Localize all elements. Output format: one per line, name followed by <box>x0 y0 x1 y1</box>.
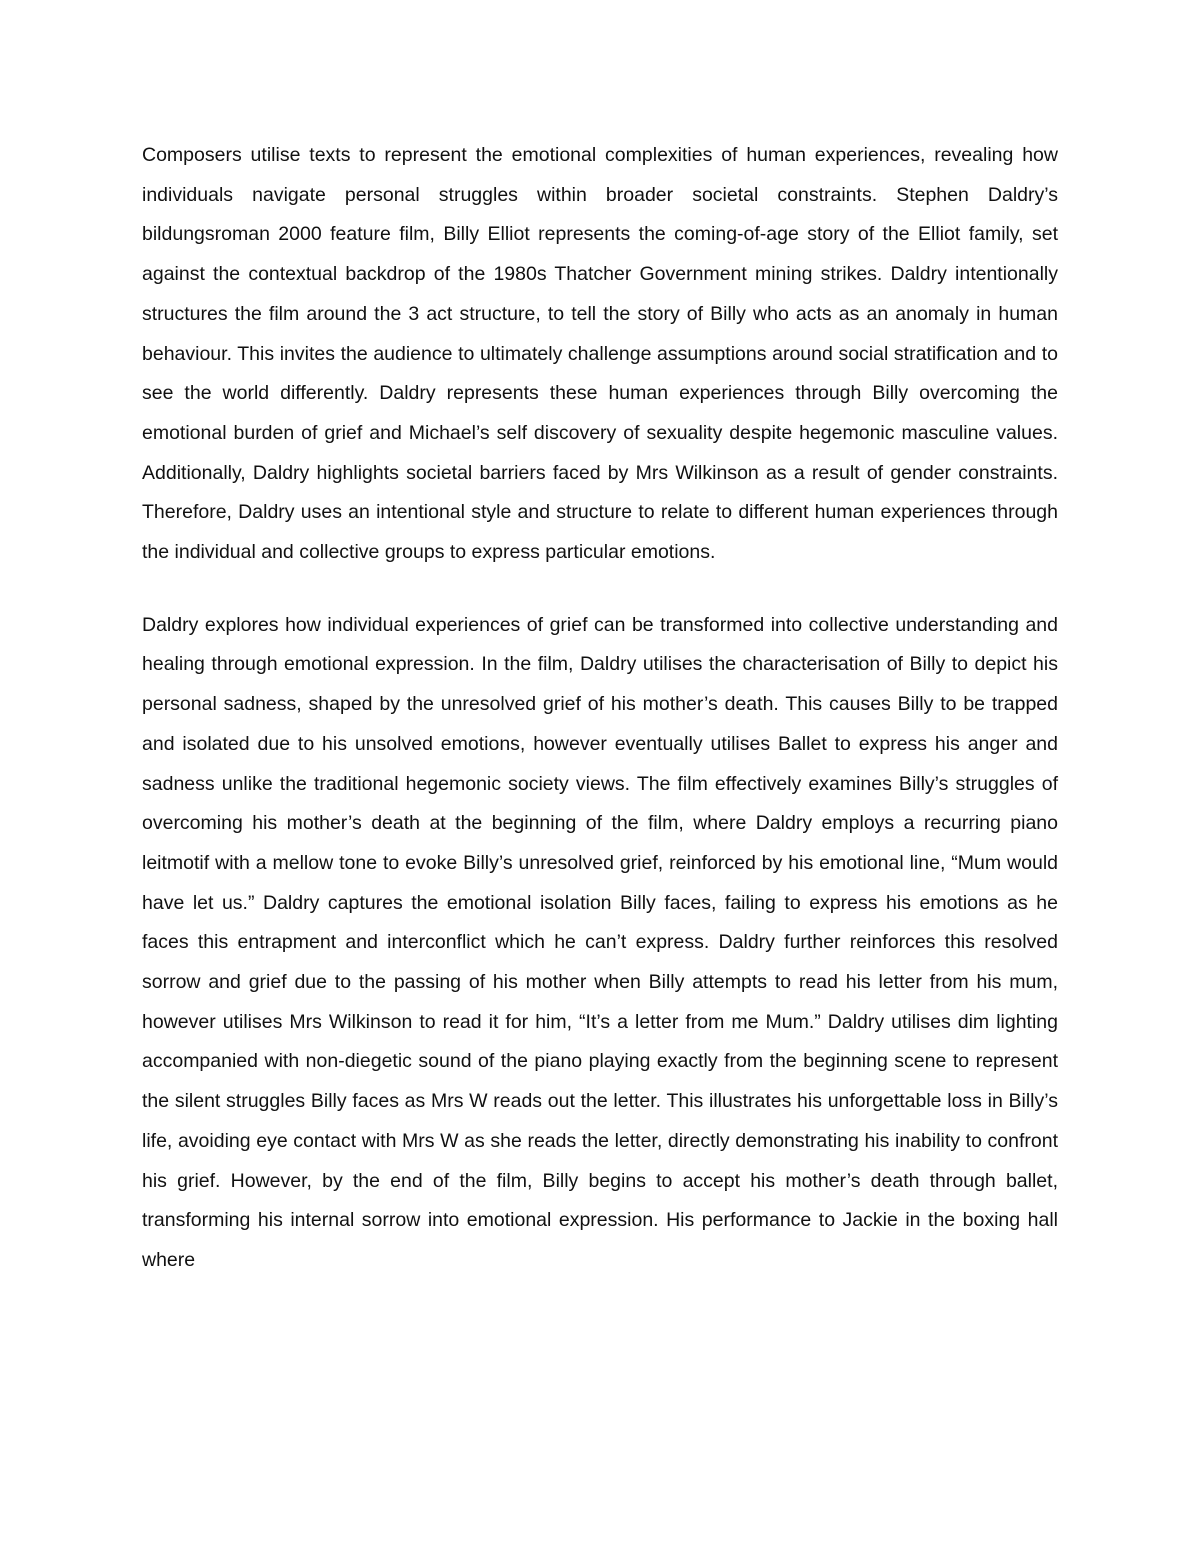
paragraph-introduction: Composers utilise texts to represent the emotional complexities of human experiences, revealing how individuals navigate personal struggles within broader societal constraints. Stephen Daldry’s bildungsroman 2000 feature film, Billy Elliot represents the coming-of-age story of the Elliot family, set against the contextual backdrop of the 1980s Thatcher Government mining strikes. Daldry intentionally structures the film around the 3 act structure, to tell the story of Billy who acts as an anomaly in human behaviour. This invites the audience to ultimately challenge assumptions around social stratification and to see the world differently. Daldry represents these human experiences through Billy overcoming the emotional burden of grief and Michael’s self discovery of sexuality despite hegemonic masculine values. Additionally, Daldry highlights societal barriers faced by Mrs Wilkinson as a result of gender constraints. Therefore, Daldry uses an intentional style and structure to relate to different human experiences through the individual and collective groups to express particular emotions. <box>142 144 1058 564</box>
document-body <box>142 136 1058 1281</box>
paragraph-body-grief: Daldry explores how individual experiences of grief can be transformed into collective understanding and healing through emotional expression. In the film, Daldry utilises the characterisation of Billy to depict his personal sadness, shaped by the unresolved grief of his mother’s death. This causes Billy to be trapped and isolated due to his unsolved emotions, however eventually utilises Ballet to express his anger and sadness unlike the traditional hegemonic society views. The film effectively examines Billy’s struggles of overcoming his mother’s death at the beginning of the film, where Daldry employs a recurring piano leitmotif with a mellow tone to evoke Billy’s unresolved grief, reinforced by his emotional line, “Mum would have let us.” Daldry captures the emotional isolation Billy faces, failing to express his emotions as he faces this entrapment and interconflict which he can’t express. Daldry further reinforces this resolved sorrow and grief due to the passing of his mother when Billy attempts to read his letter from his mum, however utilises Mrs Wilkinson to read it for him, “It’s a letter from me Mum.” Daldry utilises dim lighting accompanied with non-diegetic sound of the piano playing exactly from the beginning scene to represent the silent struggles Billy faces as Mrs W reads out the letter. This illustrates his unforgettable loss in Billy’s life, avoiding eye contact with Mrs W as she reads the letter, directly demonstrating his inability to confront his grief. However, by the end of the film, Billy begins to accept his mother’s death through ballet, transforming his internal sorrow into emotional expression. His performance to Jackie in the boxing hall where <box>142 613 1058 1271</box>
